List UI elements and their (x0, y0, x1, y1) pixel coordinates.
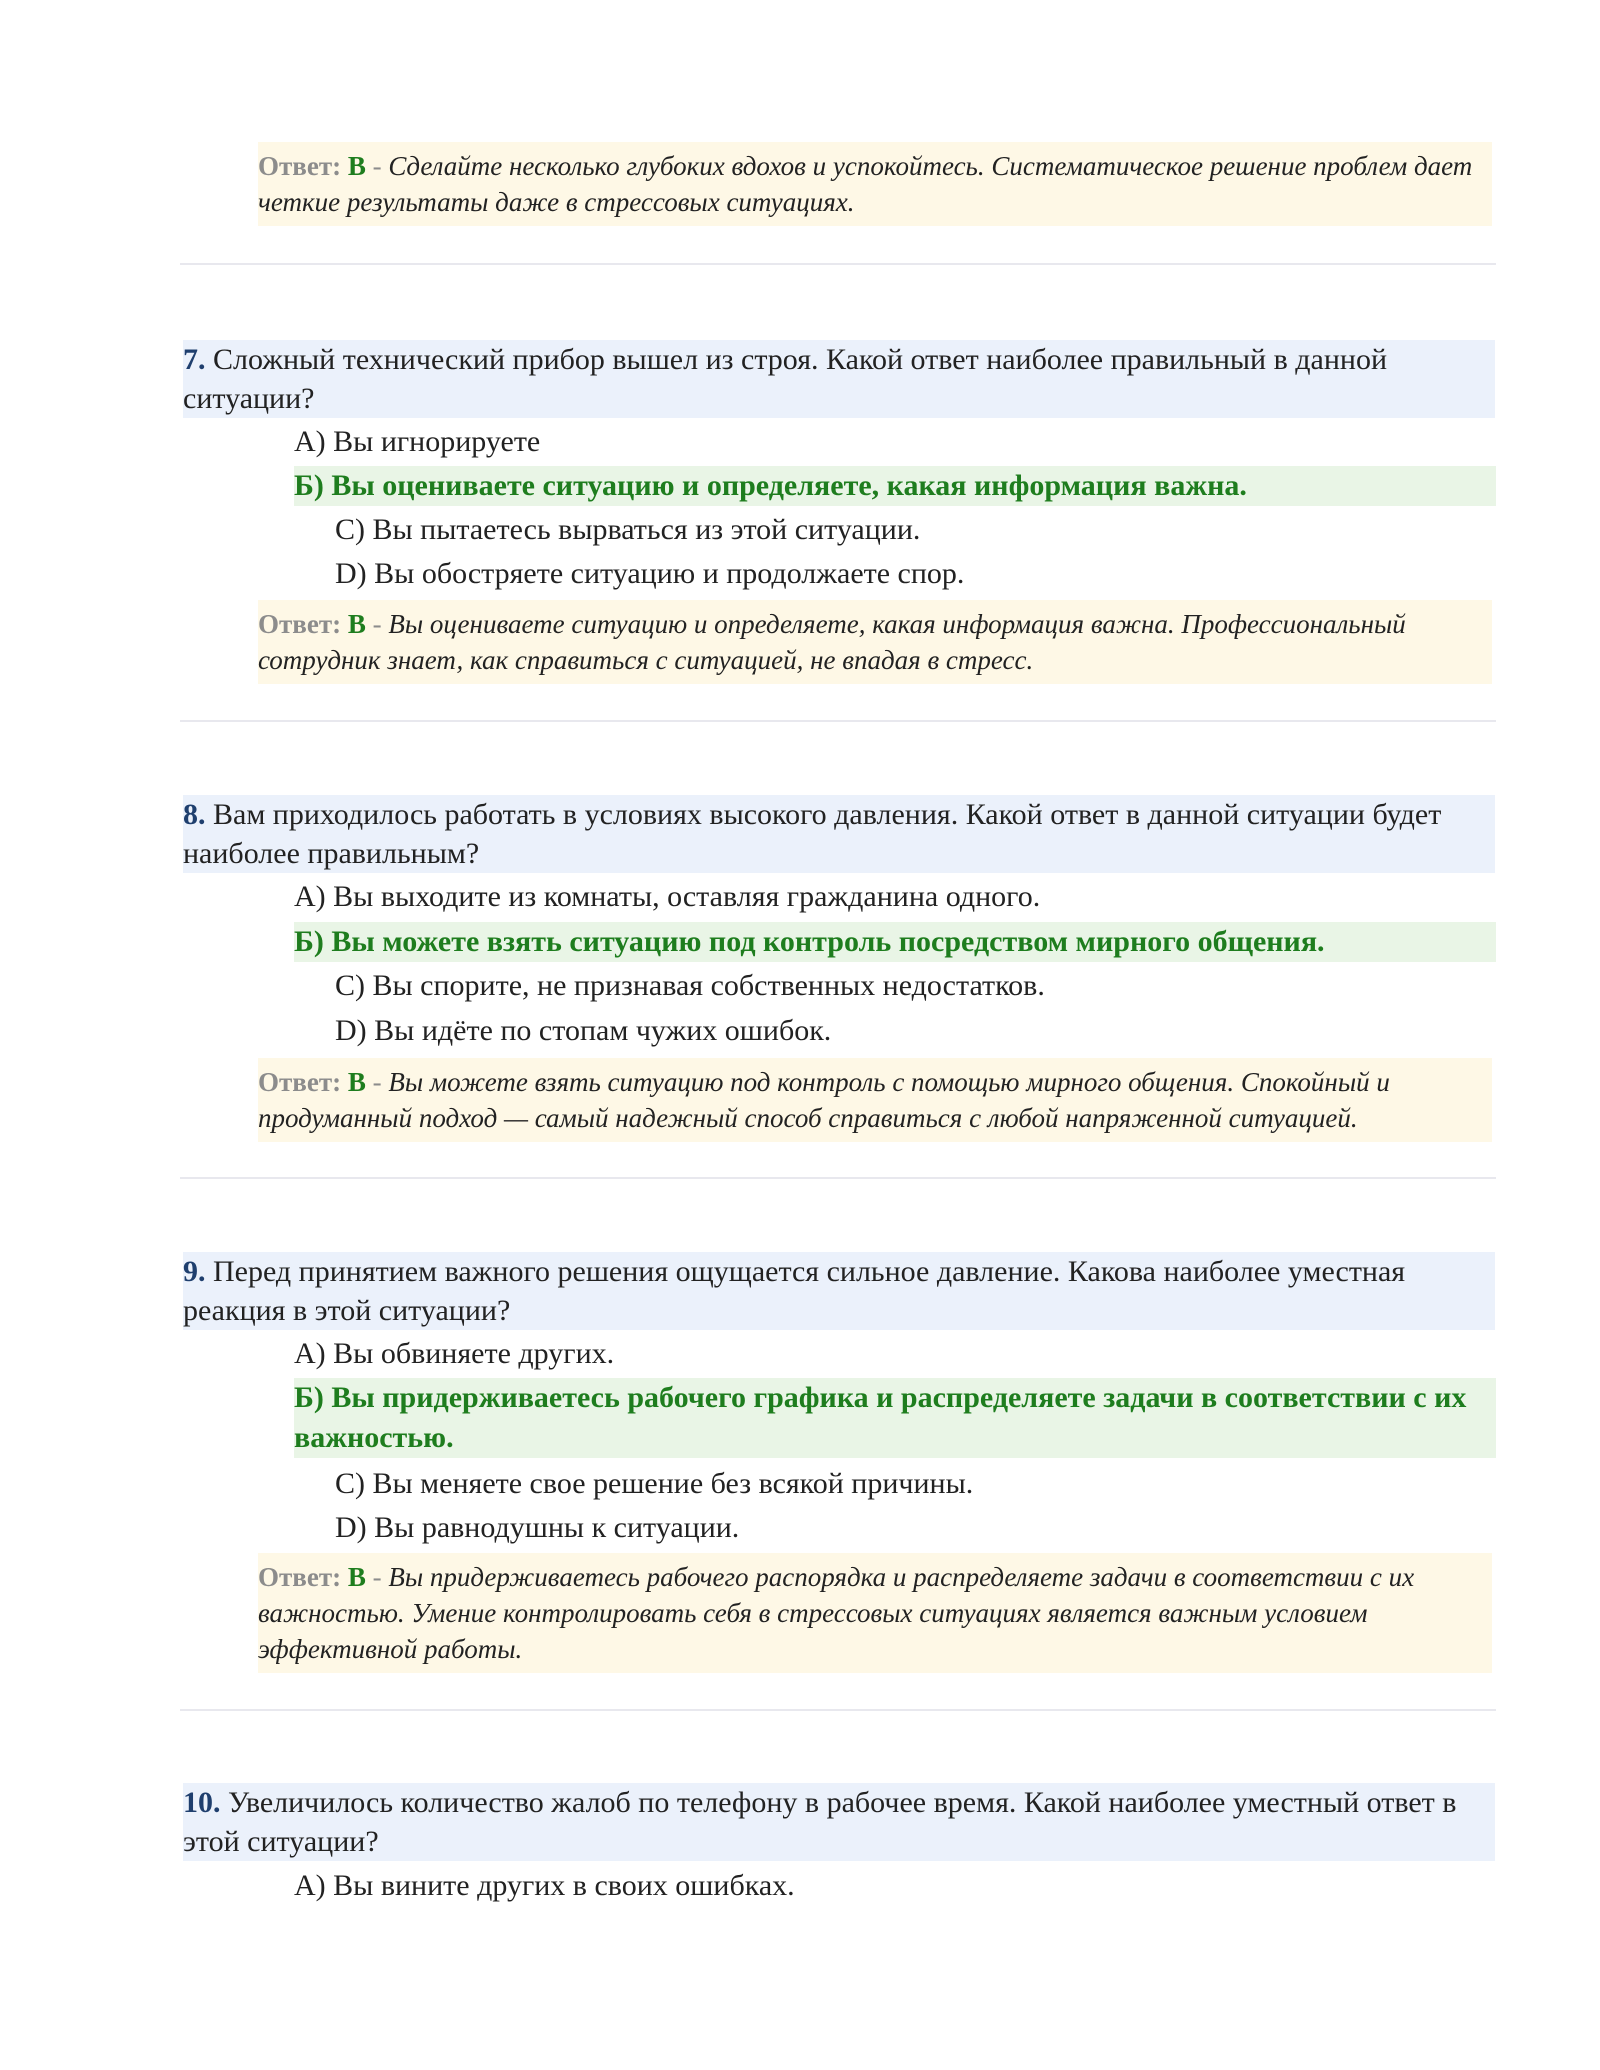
option-b-correct: Б) Вы оцениваете ситуацию и определяете, какая информация важна. (294, 466, 1496, 506)
question-10 (183, 1783, 1495, 1861)
option-a: A) Вы выходите из комнаты, оставляя гражданина одного. (294, 880, 1041, 913)
answer-block-7 (258, 600, 1492, 684)
answer-text: Вы оцениваете ситуацию и определяете, какая информация важна. Профессиональный сотрудник знает, как справиться с ситуацией, не впадая в стресс. (258, 609, 1406, 675)
answer-label: Ответ: (258, 609, 342, 639)
answer-dash: - (372, 1562, 382, 1592)
answer-label: Ответ: (258, 151, 342, 181)
answer-block-9 (258, 1553, 1492, 1673)
option-c: C) Вы спорите, не признавая собственных недостатков. (335, 969, 1045, 1002)
question-number: 10. (183, 1786, 221, 1819)
answer-letter: B (347, 151, 366, 181)
answer-letter: B (347, 609, 366, 639)
option-d: D) Вы равнодушны к ситуации. (335, 1511, 740, 1544)
option-d: D) Вы идёте по стопам чужих ошибок. (335, 1014, 832, 1047)
option-c: C) Вы пытаетесь вырваться из этой ситуации. (335, 513, 921, 546)
answer-block-6 (258, 142, 1492, 226)
answer-text: Вы придерживаетесь рабочего распорядка и распределяете задачи в соответствии с их важностью. Умение контролировать себя в стрессовых ситуациях является важным условием эффективной работы. (258, 1562, 1415, 1664)
option-c: C) Вы меняете свое решение без всякой причины. (335, 1467, 974, 1500)
question-text: Вам приходилось работать в условиях высокого давления. Какой ответ в данной ситуации будет наиболее правильным? (183, 798, 1442, 870)
option-a: A) Вы вините других в своих ошибках. (294, 1869, 795, 1902)
answer-block-8 (258, 1058, 1492, 1142)
answer-letter: B (347, 1067, 366, 1097)
divider (180, 263, 1496, 265)
divider (180, 720, 1496, 722)
question-text: Сложный технический прибор вышел из строя. Какой ответ наиболее правильный в данной ситуации? (183, 343, 1387, 415)
answer-text: Вы можете взять ситуацию под контроль с помощью мирного общения. Спокойный и продуманный подход — самый надежный способ справиться с любой напряженной ситуацией. (258, 1067, 1390, 1133)
divider (180, 1709, 1496, 1711)
question-8 (183, 795, 1495, 873)
answer-text: Сделайте несколько глубоких вдохов и успокойтесь. Систематическое решение проблем дает четкие результаты даже в стрессовых ситуациях. (258, 151, 1473, 217)
question-number: 8. (183, 798, 206, 831)
question-7 (183, 340, 1495, 418)
question-text: Увеличилось количество жалоб по телефону в рабочее время. Какой наиболее уместный ответ в этой ситуации? (183, 1786, 1457, 1858)
option-d: D) Вы обостряете ситуацию и продолжаете спор. (335, 557, 965, 590)
answer-dash: - (372, 151, 382, 181)
question-text: Перед принятием важного решения ощущается сильное давление. Какова наиболее уместная реакция в этой ситуации? (183, 1255, 1406, 1327)
question-number: 9. (183, 1255, 206, 1288)
answer-letter: B (347, 1562, 366, 1592)
answer-label: Ответ: (258, 1562, 342, 1592)
question-number: 7. (183, 343, 206, 376)
answer-label: Ответ: (258, 1067, 342, 1097)
option-b-correct: Б) Вы можете взять ситуацию под контроль посредством мирного общения. (294, 922, 1496, 962)
answer-dash: - (372, 1067, 382, 1097)
option-b-correct: Б) Вы придерживаетесь рабочего графика и распределяете задачи в соответствии с их важностью. (294, 1378, 1496, 1458)
option-a: A) Вы обвиняете других. (294, 1337, 615, 1370)
option-a: A) Вы игнорируете (294, 425, 541, 458)
divider (180, 1177, 1496, 1179)
answer-dash: - (372, 609, 382, 639)
question-9 (183, 1252, 1495, 1330)
